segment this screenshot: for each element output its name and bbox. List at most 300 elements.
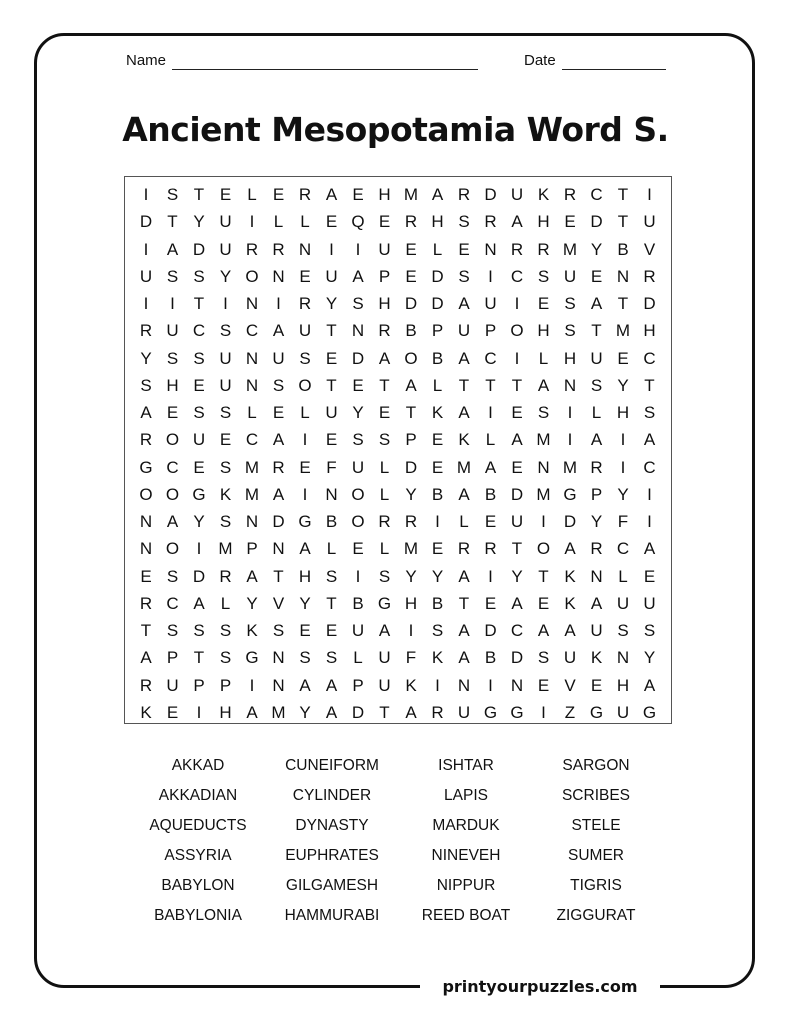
grid-letter[interactable]: N [245,348,259,368]
grid-letter[interactable]: U [325,403,338,422]
grid-letter[interactable]: A [272,430,285,450]
grid-letter[interactable]: D [484,621,497,640]
grid-letter[interactable]: L [353,648,363,668]
grid-letter[interactable]: E [617,348,629,368]
grid-letter[interactable]: U [219,348,232,368]
grid-letter[interactable]: H [378,294,391,313]
grid-letter[interactable]: N [245,294,259,313]
grid-letter[interactable]: D [590,212,603,232]
grid-letter[interactable]: M [244,457,260,477]
grid-letter[interactable]: D [192,239,206,259]
grid-letter[interactable]: D [510,648,524,668]
grid-letter[interactable]: T [273,566,284,586]
grid-letter[interactable]: S [219,321,232,341]
grid-letter[interactable]: O [351,512,365,531]
grid-letter[interactable]: S [564,294,576,313]
grid-letter[interactable]: S [272,621,285,640]
grid-letter[interactable]: O [536,539,551,559]
grid-letter[interactable]: U [616,702,630,722]
grid-letter[interactable]: I [249,675,255,695]
grid-letter[interactable]: P [378,266,391,286]
grid-letter[interactable]: O [510,321,524,341]
grid-letter[interactable]: S [219,621,232,640]
grid-letter[interactable]: S [193,348,205,368]
grid-letter[interactable]: A [590,430,603,450]
grid-letter[interactable]: A [458,566,470,586]
grid-letter[interactable]: N [537,457,550,477]
grid-letter[interactable]: M [562,239,578,259]
grid-letter[interactable]: L [379,457,390,477]
grid-letter[interactable]: V [272,593,285,613]
grid-letter[interactable]: R [139,321,153,341]
grid-letter[interactable]: R [484,212,497,232]
grid-letter[interactable]: T [511,539,523,559]
grid-letter[interactable]: A [193,593,205,613]
grid-letter[interactable]: C [245,430,259,450]
grid-letter[interactable]: Y [643,648,656,668]
grid-letter[interactable]: Y [299,702,311,722]
grid-letter[interactable]: L [432,375,443,395]
grid-letter[interactable]: N [457,675,471,695]
grid-letter[interactable]: I [620,430,626,450]
grid-letter[interactable]: Y [405,566,417,586]
grid-letter[interactable]: A [643,430,656,450]
grid-letter[interactable]: A [458,621,470,640]
grid-letter[interactable]: I [143,185,149,204]
grid-letter[interactable]: E [458,239,470,259]
grid-letter[interactable]: G [139,457,153,477]
grid-letter[interactable]: E [325,348,338,368]
grid-letter[interactable]: T [538,566,549,586]
grid-letter[interactable]: T [511,375,523,395]
grid-letter[interactable]: I [541,512,546,531]
grid-letter[interactable]: A [272,321,285,341]
grid-letter[interactable]: O [245,266,259,286]
grid-letter[interactable]: A [246,702,258,722]
grid-letter[interactable]: R [510,239,524,259]
grid-letter[interactable]: G [245,648,259,668]
grid-letter[interactable]: A [352,266,364,286]
grid-letter[interactable]: N [510,675,524,695]
grid-letter[interactable]: O [165,539,180,559]
grid-letter[interactable]: L [247,185,257,204]
name-line[interactable] [172,55,478,70]
grid-letter[interactable]: S [193,266,205,286]
grid-letter[interactable]: R [298,294,312,313]
grid-letter[interactable]: I [567,430,573,450]
grid-letter[interactable]: P [484,321,497,341]
grid-letter[interactable]: M [244,484,260,504]
grid-letter[interactable]: H [537,212,550,232]
grid-letter[interactable]: L [432,239,443,259]
grid-letter[interactable]: E [564,212,576,232]
grid-letter[interactable]: M [218,539,233,559]
grid-letter[interactable]: N [245,375,259,395]
grid-letter[interactable]: G [642,702,657,722]
grid-letter[interactable]: U [616,593,630,613]
grid-letter[interactable]: L [273,212,284,232]
grid-letter[interactable]: I [647,512,652,531]
grid-letter[interactable]: U [378,239,391,259]
grid-letter[interactable]: S [431,621,444,640]
grid-letter[interactable]: E [166,702,179,722]
grid-letter[interactable]: T [591,321,602,341]
grid-letter[interactable]: A [325,185,338,204]
grid-letter[interactable]: R [643,266,656,286]
grid-letter[interactable]: Z [564,702,576,722]
grid-letter[interactable]: A [458,348,470,368]
grid-letter[interactable]: K [246,621,258,640]
grid-letter[interactable]: U [457,321,471,341]
grid-letter[interactable]: L [618,566,628,586]
grid-letter[interactable]: I [514,294,520,313]
grid-letter[interactable]: N [139,512,153,531]
grid-letter[interactable]: L [459,512,469,531]
grid-letter[interactable]: V [643,239,656,259]
grid-letter[interactable]: R [457,539,471,559]
grid-letter[interactable]: E [140,566,152,586]
grid-letter[interactable]: E [352,539,364,559]
grid-letter[interactable]: Y [193,212,205,232]
grid-letter[interactable]: A [537,375,550,395]
grid-letter[interactable]: G [589,702,604,722]
grid-letter[interactable]: A [405,702,417,722]
grid-letter[interactable]: F [617,512,629,531]
grid-letter[interactable]: N [272,539,285,559]
grid-letter[interactable]: S [166,621,179,640]
grid-letter[interactable]: Y [352,403,364,422]
grid-letter[interactable]: Y [590,239,603,259]
grid-letter[interactable]: A [246,566,258,586]
grid-letter[interactable]: A [458,484,470,504]
grid-letter[interactable]: E [431,430,444,450]
grid-letter[interactable]: O [165,484,180,504]
grid-letter[interactable]: B [484,648,497,668]
grid-letter[interactable]: R [298,185,312,204]
grid-letter[interactable]: G [377,593,392,613]
grid-letter[interactable]: F [326,457,337,477]
grid-letter[interactable]: I [143,239,149,259]
grid-letter[interactable]: I [276,294,281,313]
grid-letter[interactable]: M [271,702,286,722]
grid-letter[interactable]: G [192,484,206,504]
grid-letter[interactable]: T [326,321,337,341]
grid-letter[interactable]: K [431,648,444,668]
grid-letter[interactable]: T [458,593,470,613]
grid-letter[interactable]: O [404,348,418,368]
grid-letter[interactable]: H [643,321,656,341]
grid-letter[interactable]: I [567,403,573,422]
grid-letter[interactable]: B [484,484,497,504]
grid-letter[interactable]: Y [299,593,311,613]
grid-letter[interactable]: A [325,702,338,722]
grid-letter[interactable]: B [325,512,338,531]
grid-letter[interactable]: S [219,457,232,477]
grid-letter[interactable]: T [193,648,205,668]
grid-letter[interactable]: R [272,239,285,259]
grid-letter[interactable]: E [484,512,497,531]
grid-letter[interactable]: A [564,539,576,559]
grid-letter[interactable]: E [325,430,338,450]
grid-letter[interactable]: U [484,294,497,313]
grid-letter[interactable]: R [378,321,391,341]
grid-letter[interactable]: E [299,457,311,477]
grid-letter[interactable]: E [484,593,497,613]
grid-letter[interactable]: U [351,621,365,640]
grid-letter[interactable]: S [564,321,576,341]
grid-letter[interactable]: D [431,266,444,286]
grid-letter[interactable]: I [355,566,361,586]
grid-letter[interactable]: A [299,675,311,695]
grid-letter[interactable]: R [139,430,153,450]
grid-letter[interactable]: E [643,566,656,586]
grid-letter[interactable]: K [537,185,550,204]
grid-letter[interactable]: M [456,457,472,477]
grid-letter[interactable]: M [403,539,419,559]
grid-letter[interactable]: L [300,212,310,232]
grid-letter[interactable]: E [378,212,391,232]
grid-letter[interactable]: U [139,266,153,286]
grid-letter[interactable]: I [302,484,308,504]
grid-letter[interactable]: N [272,648,285,668]
grid-letter[interactable]: S [166,348,179,368]
grid-letter[interactable]: T [193,185,205,204]
grid-letter[interactable]: V [564,675,576,695]
grid-letter[interactable]: E [405,266,417,286]
grid-letter[interactable]: I [514,348,520,368]
grid-letter[interactable]: K [564,566,576,586]
grid-letter[interactable]: N [139,539,153,559]
grid-letter[interactable]: C [590,185,603,204]
grid-letter[interactable]: H [298,566,312,586]
grid-letter[interactable]: D [351,348,365,368]
grid-letter[interactable]: L [379,539,390,559]
grid-letter[interactable]: K [564,593,576,613]
grid-letter[interactable]: S [193,403,205,422]
grid-letter[interactable]: R [404,212,418,232]
grid-letter[interactable]: G [483,702,498,722]
grid-letter[interactable]: O [298,375,312,395]
grid-letter[interactable]: S [537,403,550,422]
grid-letter[interactable]: S [537,266,550,286]
grid-letter[interactable]: P [193,675,205,695]
grid-letter[interactable]: I [223,294,228,313]
grid-letter[interactable]: A [590,593,603,613]
grid-letter[interactable]: T [458,375,470,395]
grid-letter[interactable]: I [647,484,652,504]
grid-letter[interactable]: R [484,539,497,559]
grid-letter[interactable]: T [617,294,629,313]
grid-letter[interactable]: D [192,566,206,586]
grid-letter[interactable]: T [379,375,390,395]
grid-letter[interactable]: C [166,593,179,613]
grid-letter[interactable]: N [272,675,285,695]
grid-letter[interactable]: L [485,430,496,450]
grid-letter[interactable]: R [139,675,153,695]
grid-letter[interactable]: E [590,266,603,286]
grid-letter[interactable]: T [617,185,629,204]
grid-letter[interactable]: N [298,239,312,259]
grid-letter[interactable]: U [219,212,232,232]
grid-letter[interactable]: S [219,403,232,422]
grid-letter[interactable]: K [590,648,603,668]
grid-letter[interactable]: N [351,321,365,341]
grid-letter[interactable]: I [435,675,440,695]
grid-letter[interactable]: U [351,457,365,477]
grid-letter[interactable]: T [405,403,417,422]
grid-letter[interactable]: N [616,648,630,668]
grid-letter[interactable]: C [484,348,497,368]
grid-letter[interactable]: H [219,702,232,722]
grid-letter[interactable]: E [219,185,232,204]
grid-letter[interactable]: S [193,621,205,640]
grid-letter[interactable]: E [378,403,391,422]
grid-letter[interactable]: T [326,375,337,395]
grid-letter[interactable]: E [537,675,550,695]
grid-letter[interactable]: E [352,375,364,395]
grid-letter[interactable]: E [537,294,550,313]
grid-letter[interactable]: O [165,430,180,450]
grid-letter[interactable]: R [563,185,577,204]
grid-letter[interactable]: S [352,430,364,450]
grid-letter[interactable]: U [510,185,524,204]
grid-letter[interactable]: D [404,457,418,477]
grid-letter[interactable]: S [378,566,391,586]
grid-letter[interactable]: E [193,457,205,477]
grid-letter[interactable]: D [563,512,577,531]
grid-letter[interactable]: N [590,566,603,586]
grid-letter[interactable]: E [325,621,338,640]
grid-letter[interactable]: N [272,266,285,286]
grid-letter[interactable]: R [219,566,232,586]
grid-letter[interactable]: U [272,348,285,368]
grid-letter[interactable]: N [325,484,338,504]
grid-letter[interactable]: R [404,512,418,531]
grid-letter[interactable]: U [563,648,577,668]
grid-letter[interactable]: M [562,457,578,477]
grid-letter[interactable]: R [139,593,153,613]
grid-letter[interactable]: D [404,294,418,313]
grid-letter[interactable]: H [404,593,418,613]
grid-letter[interactable]: P [219,675,232,695]
grid-letter[interactable]: C [510,266,524,286]
grid-letter[interactable]: P [590,484,603,504]
grid-letter[interactable]: M [536,430,551,450]
grid-letter[interactable]: S [458,212,470,232]
grid-letter[interactable]: Y [590,512,603,531]
grid-letter[interactable]: C [245,321,259,341]
grid-letter[interactable]: K [405,675,417,695]
grid-letter[interactable]: P [431,321,444,341]
grid-letter[interactable]: A [378,348,391,368]
grid-letter[interactable]: E [537,593,550,613]
grid-letter[interactable]: E [299,266,311,286]
grid-letter[interactable]: P [246,539,258,559]
grid-letter[interactable]: D [643,294,656,313]
grid-letter[interactable]: K [431,403,444,422]
grid-letter[interactable]: T [379,702,390,722]
grid-letter[interactable]: A [564,621,576,640]
grid-letter[interactable]: E [431,539,444,559]
grid-letter[interactable]: I [620,457,626,477]
grid-letter[interactable]: P [405,430,417,450]
grid-letter[interactable]: B [617,239,629,259]
grid-letter[interactable]: Y [617,484,629,504]
grid-letter[interactable]: E [590,675,603,695]
grid-letter[interactable]: I [170,294,175,313]
grid-letter[interactable]: K [219,484,232,504]
grid-letter[interactable]: I [196,702,202,722]
grid-letter[interactable]: D [431,294,444,313]
grid-letter[interactable]: A [166,239,179,259]
grid-letter[interactable]: A [537,621,550,640]
grid-letter[interactable]: U [590,621,603,640]
grid-letter[interactable]: I [647,185,652,204]
grid-letter[interactable]: U [219,375,232,395]
grid-letter[interactable]: D [139,212,153,232]
grid-letter[interactable]: R [457,185,471,204]
grid-letter[interactable]: L [247,403,257,422]
grid-letter[interactable]: A [590,294,603,313]
grid-letter[interactable]: A [299,539,311,559]
grid-letter[interactable]: S [537,648,550,668]
grid-letter[interactable]: T [485,375,496,395]
grid-letter[interactable]: E [219,430,232,450]
grid-letter[interactable]: S [140,375,152,395]
grid-letter[interactable]: I [435,512,440,531]
grid-letter[interactable]: C [166,457,179,477]
grid-letter[interactable]: L [538,348,549,368]
grid-letter[interactable]: A [643,675,656,695]
grid-letter[interactable]: E [272,185,285,204]
grid-letter[interactable]: H [616,403,630,422]
grid-letter[interactable]: L [300,403,310,422]
grid-letter[interactable]: M [615,321,631,341]
date-line[interactable] [562,55,666,70]
grid-letter[interactable]: K [140,702,152,722]
grid-letter[interactable]: E [166,403,179,422]
grid-letter[interactable]: E [431,457,444,477]
grid-letter[interactable]: A [405,375,417,395]
grid-letter[interactable]: E [511,403,523,422]
grid-letter[interactable]: S [299,648,311,668]
grid-letter[interactable]: E [193,375,205,395]
grid-letter[interactable]: T [617,212,629,232]
grid-letter[interactable]: S [352,294,364,313]
grid-letter[interactable]: R [272,457,285,477]
grid-letter[interactable]: R [590,539,603,559]
grid-letter[interactable]: A [378,621,391,640]
grid-letter[interactable]: A [511,593,523,613]
grid-letter[interactable]: R [378,512,391,531]
grid-letter[interactable]: T [140,621,152,640]
grid-letter[interactable]: N [484,239,497,259]
grid-letter[interactable]: O [139,484,153,504]
grid-letter[interactable]: G [510,702,524,722]
grid-letter[interactable]: Y [405,484,417,504]
grid-letter[interactable]: S [166,566,179,586]
grid-letter[interactable]: B [431,348,444,368]
grid-letter[interactable]: L [379,484,390,504]
grid-letter[interactable]: P [166,648,179,668]
grid-letter[interactable]: C [643,457,656,477]
grid-letter[interactable]: M [403,185,419,204]
grid-letter[interactable]: L [326,539,337,559]
grid-letter[interactable]: A [272,484,285,504]
grid-letter[interactable]: A [643,539,656,559]
grid-letter[interactable]: E [272,403,285,422]
grid-letter[interactable]: S [166,185,179,204]
